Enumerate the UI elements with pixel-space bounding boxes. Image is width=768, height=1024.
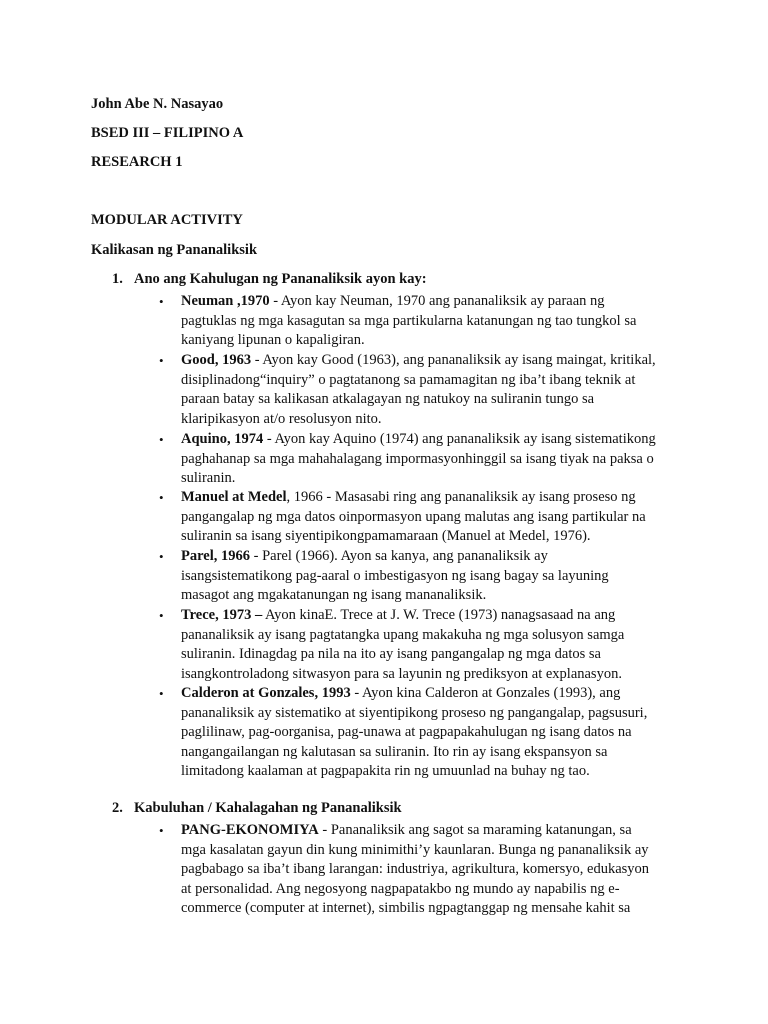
bullet-text: pagbabago sa iba’t ibang larangan: industriya, agrikultura, komersyo, edukasyon xyxy=(181,861,650,878)
bullet-item-good xyxy=(159,351,684,429)
bullet-item-trece xyxy=(159,606,684,684)
bullet-text: pananaliksik ay sistematiko at siyentipikong proseso ng pangangalap, pagsusuri, xyxy=(181,704,648,721)
bullet-dot: • xyxy=(159,490,164,505)
topic-title: Kalikasan ng Pananaliksik xyxy=(91,242,258,258)
bullet-dot: • xyxy=(159,294,164,309)
bullet-text: pananaliksik ay isang pagtatangka upang makakuha ng mga solusyon samga xyxy=(181,626,625,643)
bullet-text: nangangailangan ng kalutasan sa suliranin. Ito rin ay isang ekspansyon sa xyxy=(181,743,608,760)
section-number: 1. xyxy=(112,271,123,287)
bullet-text: - Ayon kay Neuman, 1970 ang pananaliksik ay paraan ng xyxy=(269,293,605,309)
bullet-text: - Ayon kina Calderon at Gonzales (1993), ang xyxy=(350,685,621,701)
bullet-term: PANG-EKONOMIYA xyxy=(181,822,319,838)
bullet-text: paraan batay sa kalikasan atkalagayan ng natukoy na suliranin tungo sa xyxy=(181,391,595,408)
bullet-text: paghahanap sa mga mahahalagang impormasyonhinggil sa isang tiyak na paksa o xyxy=(181,450,654,467)
bullet-item-calderon-gonzales xyxy=(159,684,684,782)
bullet-text: isangkontroladong sitwasyon para sa layunin ng prediksyon at explanasyon. xyxy=(181,665,622,682)
bullet-text: - Pananaliksik ang sagot sa maraming katanungan, sa xyxy=(318,822,632,838)
section-title: Kabuluhan / Kahalagahan ng Pananaliksik xyxy=(134,800,402,816)
bullet-term: Calderon at Gonzales, 1993 xyxy=(181,685,351,701)
bullet-item-parel xyxy=(159,547,684,606)
bullet-text: limitadong kaalaman at pagpapakita rin ng umuunlad na buhay ng tao. xyxy=(181,763,590,780)
bullet-text: mga kasalatan gayun din kung minimithi’y kaunlaran. Bunga ng pananaliksik ay xyxy=(181,841,649,858)
bullet-text: - Parel (1966). Ayon sa kanya, ang pananaliksik ay xyxy=(250,548,548,564)
section-title: Ano ang Kahulugan ng Pananaliksik ayon kay: xyxy=(134,271,427,287)
bullet-dot: • xyxy=(159,432,164,447)
bullet-text: at personalidad. Ang negosyong nagpapatakbo ng mundo ay napabilis ng e- xyxy=(181,880,620,897)
author-name: John Abe N. Nasayao xyxy=(91,96,224,112)
bullet-text: kaniyang lipunan o kapaligiran. xyxy=(181,332,365,349)
bullet-text: masagot ang mgakatanungan ng isang mananaliksik. xyxy=(181,587,487,604)
bullet-dot: • xyxy=(159,353,164,368)
bullet-term: Aquino, 1974 xyxy=(181,431,264,447)
bullet-text: pangangalap ng mga datos oinpormasyon upang malutas ang isang partikular na xyxy=(181,508,646,525)
bullet-term: Trece, 1973 – xyxy=(181,607,263,623)
bullet-term: Good, 1963 xyxy=(181,352,252,368)
bullet-text: Ayon kinaE. Trece at J. W. Trece (1973) nanagsasaad na ang xyxy=(262,607,616,623)
bullet-item-neuman xyxy=(159,292,684,351)
bullet-term: Neuman ,1970 xyxy=(181,293,270,309)
bullet-text: - Ayon kay Aquino (1974) ang pananaliksik ay isang sistematikong xyxy=(263,431,656,447)
bullet-text: - Ayon kay Good (1963), ang pananaliksik ay isang maingat, kritikal, xyxy=(251,352,656,368)
bullet-dot: • xyxy=(159,686,164,701)
bullet-term: Parel, 1966 xyxy=(181,548,250,564)
bullet-text: , 1966 - Masasabi ring ang pananaliksik ay isang proseso ng xyxy=(286,489,636,505)
section-1-heading xyxy=(112,270,427,288)
bullet-text: disiplinadong“inquiry” o pagtatanong sa pamamagitan ng iba’t ibang teknik at xyxy=(181,371,636,388)
section-number: 2. xyxy=(112,800,123,816)
bullet-text: commerce (computer at internet), simbilis ngpagtanggap ng mensahe kahit sa xyxy=(181,900,631,917)
bullet-term: Manuel at Medel xyxy=(181,489,287,505)
bullet-dot: • xyxy=(159,823,164,838)
bullet-text: klaripikasyon at/o resolusyon nito. xyxy=(181,410,382,427)
bullet-dot: • xyxy=(159,608,164,623)
subject-line: RESEARCH 1 xyxy=(91,154,183,170)
bullet-dot: • xyxy=(159,549,164,564)
bullet-item-manuel-medel xyxy=(159,488,684,547)
course-line: BSED III – FILIPINO A xyxy=(91,125,244,141)
activity-title: MODULAR ACTIVITY xyxy=(91,212,243,228)
bullet-text: isangsistematikong pag-aaral o imbestigasyon ng isang bagay sa layuning xyxy=(181,567,609,584)
bullet-text: paglilinaw, pag-oorganisa, pag-unawa at pagpapakahulugan ng isang datos na xyxy=(181,724,632,741)
bullet-text: suliranin. xyxy=(181,470,236,487)
section-2-heading xyxy=(112,799,402,817)
bullet-text: pagtuklas ng mga kasagutan sa mga partikularna katanungan ng tao tungkol sa xyxy=(181,312,637,329)
bullet-text: suliranin. Idinagdag pa nila na ito ay isang pangangalap ng mga datos sa xyxy=(181,646,601,663)
bullet-item-pang-ekonomiya xyxy=(159,821,684,919)
bullet-text: suliranin sa isang siyentipikongpamamaraan (Manuel at Medel, 1976). xyxy=(181,528,591,545)
bullet-item-aquino xyxy=(159,430,684,489)
